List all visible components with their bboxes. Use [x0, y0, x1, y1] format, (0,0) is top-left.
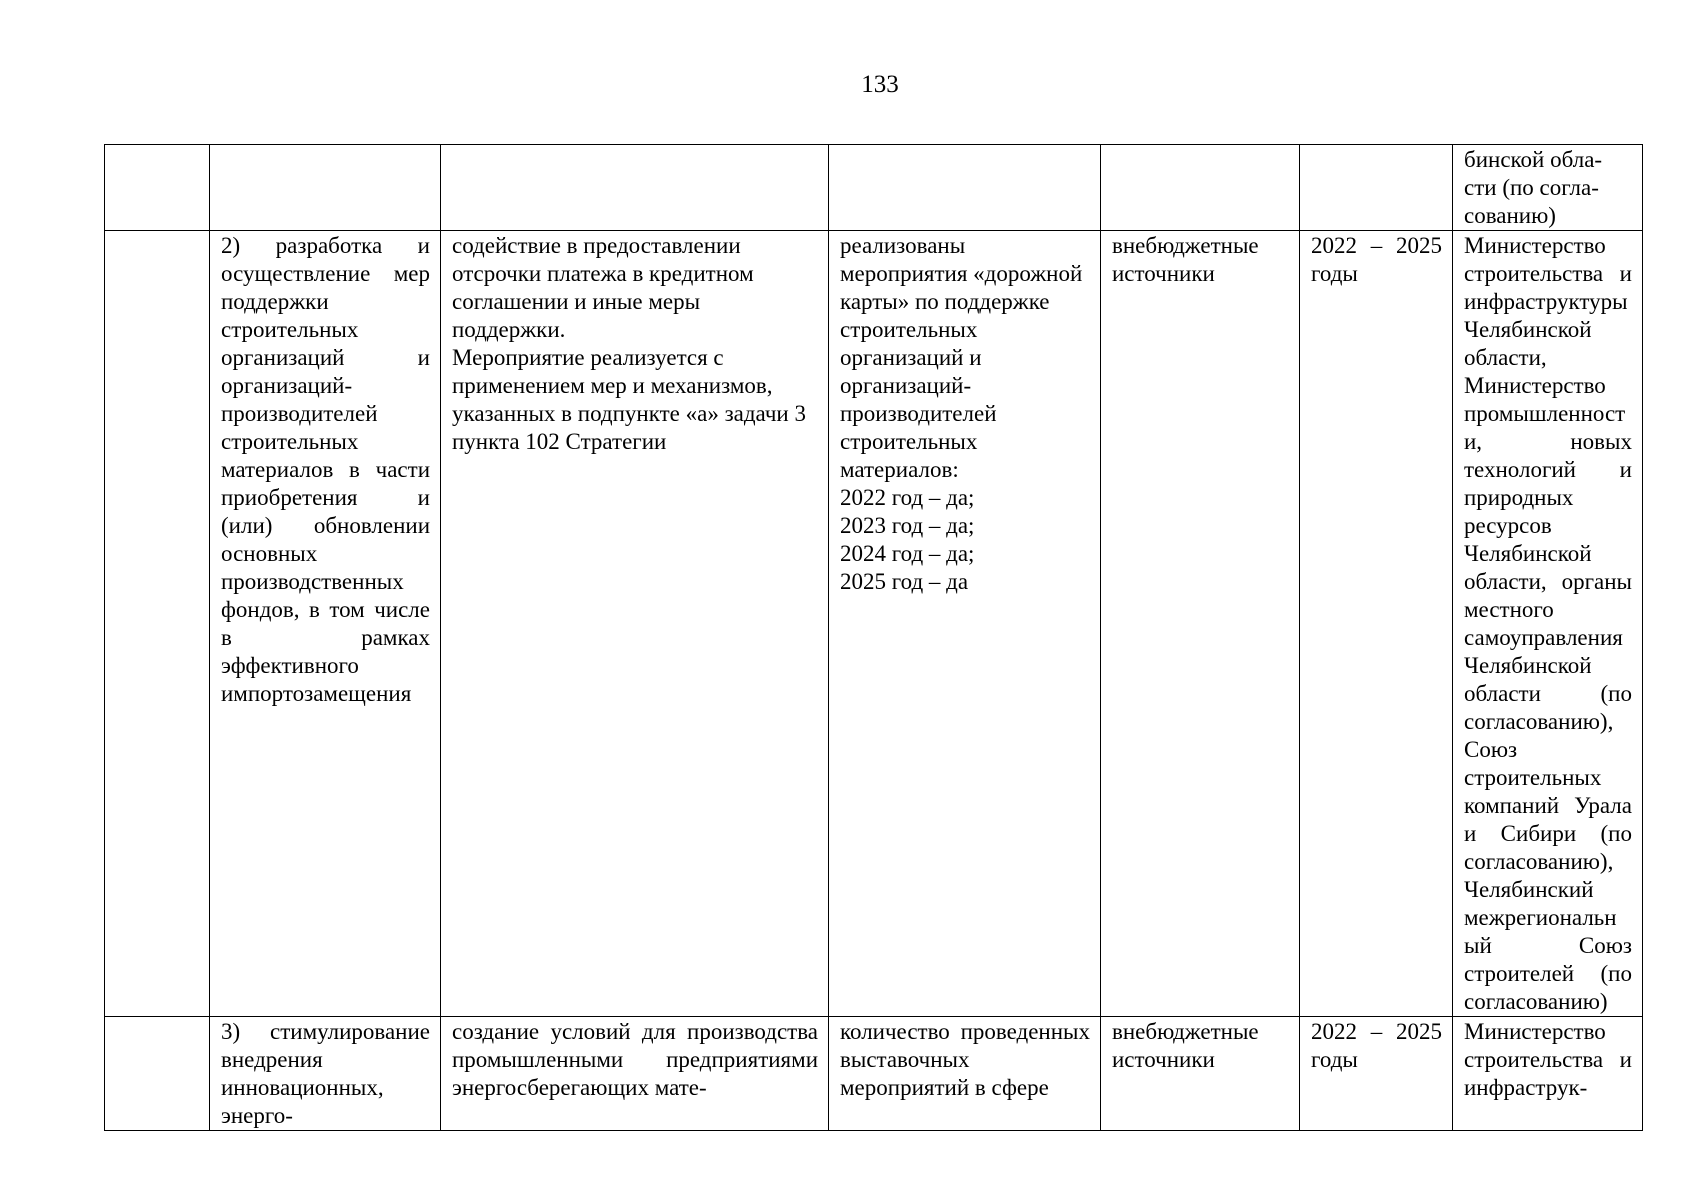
- table-cell-result: реализованы мероприятия «дорожной карты» по поддержке строительных организаций и организаций-производителей строительных материалов: 2022 год – да; 2023 год – да; 2024 год – да; 2025 год – да: [829, 231, 1101, 1017]
- table-cell-executor: Министерство строительства и инфраструктуры Челябинской области, Министерство промышленности, новых технологий и природных ресурсов Челябинской области, органы местного самоуправления Челябинской области (по согласованию), Союз строительных компаний Урала и Сибири (по согласованию), Челябинский межрегиональный Союз строителей (по согласованию): [1453, 231, 1643, 1017]
- table-cell-number: [105, 231, 210, 1017]
- table-row: [105, 145, 1643, 231]
- table-cell-executor: Министерство строительства и инфраструк-: [1453, 1017, 1643, 1131]
- table-cell-source: [1101, 145, 1300, 231]
- table-cell-measure: [210, 145, 441, 231]
- table-cell-result: количество проведенных выставочных мероприятий в сфере: [829, 1017, 1101, 1131]
- table-cell-period: 2022 – 2025 годы: [1300, 231, 1453, 1017]
- table-cell-content: [441, 145, 829, 231]
- measures-table: [104, 144, 1643, 1131]
- table-cell-source: внебюджетные источники: [1101, 231, 1300, 1017]
- table-cell-measure: 3) стимулирование внедрения инновационных, энерго-: [210, 1017, 441, 1131]
- table-cell-period: [1300, 145, 1453, 231]
- table-cell-number: [105, 145, 210, 231]
- table-cell-result: [829, 145, 1101, 231]
- table-cell-content: создание условий для производства промышленными предприятиями энергосберегающих мате-: [441, 1017, 829, 1131]
- page-number: 133: [861, 71, 899, 98]
- table-cell-source: внебюджетные источники: [1101, 1017, 1300, 1131]
- table-cell-period: 2022 – 2025 годы: [1300, 1017, 1453, 1131]
- table-cell-executor: бинской обла- сти (по согла- сованию): [1453, 145, 1643, 231]
- table-cell-number: [105, 1017, 210, 1131]
- table-cell-content: содействие в предоставлении отсрочки платежа в кредитном соглашении и иные меры поддержки. Мероприятие реализуется с применением мер и механизмов, указанных в подпункте «а» задачи 3 пункта 102 Стратегии: [441, 231, 829, 1017]
- table-row: [105, 231, 1643, 1017]
- table-cell-measure: 2) разработка и осуществление мер поддержки строительных организаций и организаций-производителей строительных материалов в части приобретения и (или) обновлении основных производственных фондов, в том числе в рамках эффективного импортозамещения: [210, 231, 441, 1017]
- table-row: [105, 1017, 1643, 1131]
